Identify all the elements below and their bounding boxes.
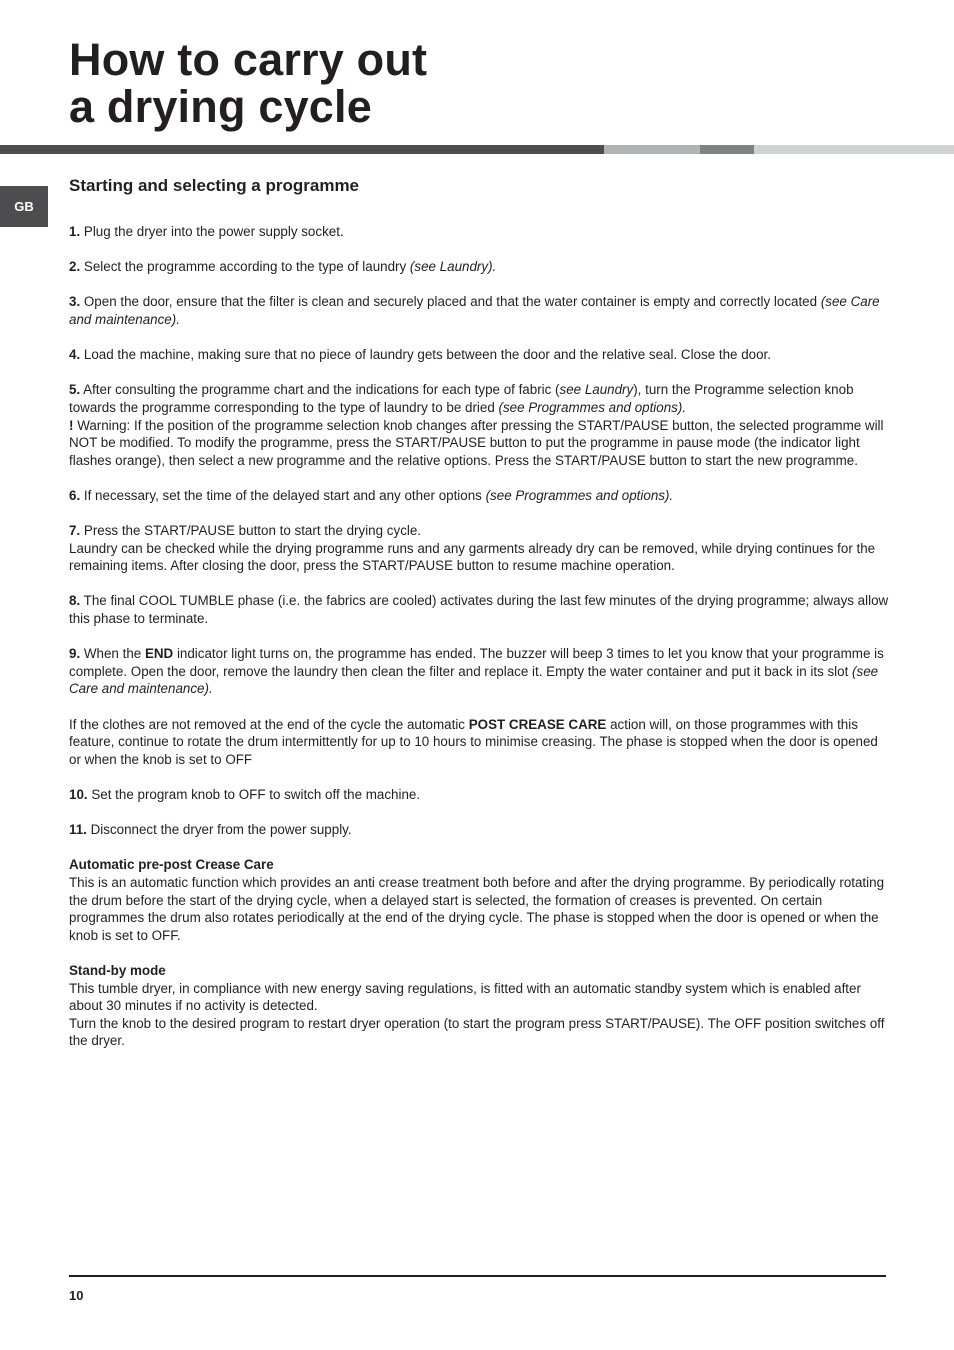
cross-reference: (see Care and maintenance). (69, 663, 879, 697)
step-number: 9. (69, 646, 81, 662)
warning-text: Warning: If the position of the programme selection knob changes after pressing the START/PAUSE button, the selected programme will NOT be modified. To modify the programme, press the START/PAUSE button to put the programme in pause mode (the indicator light flashes orange), then select a new programme and the relative options. Press the START/PAUSE button to start the new programme. (69, 417, 884, 468)
standby-body-restart: Turn the knob to the desired program to restart dryer operation (to start the program press START/PAUSE). The OFF position switches off the dryer. (69, 1015, 885, 1049)
step-text: Open the door, ensure that the filter is clean and securely placed and that the water container is empty and correctly located (80, 294, 821, 310)
cross-reference: (see Care and maintenance). (69, 294, 880, 327)
language-tab: GB (0, 186, 48, 227)
note-text: If the clothes are not removed at the end of the cycle the automatic (69, 716, 469, 732)
step-number: 7. (69, 523, 81, 539)
header-rule-light (754, 145, 954, 154)
step-4 (69, 346, 889, 364)
step-8 (69, 592, 889, 627)
step-5 (69, 381, 889, 416)
post-crease-label: POST CREASE CARE (468, 716, 607, 732)
step-text: Select the programme according to the type of laundry (80, 259, 410, 275)
post-crease-note (69, 716, 889, 769)
step-number: 5. (69, 382, 81, 398)
title-line-2: a drying cycle (69, 81, 372, 132)
step-3 (69, 293, 889, 328)
step-text: The final COOL TUMBLE phase (i.e. the fabrics are cooled) activates during the last few minutes of the drying programme; always allow this phase to terminate. (69, 593, 889, 627)
cross-reference: (see Programmes and options). (498, 399, 687, 415)
step-number: 4. (69, 347, 81, 363)
step-7-detail: Laundry can be checked while the drying programme runs and any garments already dry can be removed, while drying continues for the remaining items. After closing the door, press the START/PAUSE button to resume machine operation. (69, 540, 876, 574)
step-text: ), turn the Programme selection knob towards the programme corresponding to the type of laundry to be dried (69, 382, 854, 415)
step-number: 2. (69, 259, 81, 275)
warning-note (69, 417, 889, 470)
standby-heading: Stand-by mode (69, 962, 166, 978)
page-number: 10 (69, 1288, 84, 1303)
step-number: 6. (69, 487, 81, 503)
step-text: Press the START/PAUSE button to start the drying cycle. (80, 523, 422, 539)
crease-care-body: This is an automatic function which provides an anti crease treatment both before and after the drying programme. By periodically rotating the drum before the start of the drying cycle, when a delayed start is selected, the formation of creases is prevented. On certain programmes the drum also rotates periodically at the end of the drying cycle. The phase is stopped when the door is opened or when the knob is set to OFF. (69, 874, 885, 943)
page-title (69, 36, 427, 130)
instructions-body (69, 223, 889, 1050)
step-number: 1. (69, 224, 81, 239)
header-rule-accent (700, 145, 754, 154)
end-indicator-label: END (144, 646, 174, 662)
note-text: action will, on those programmes with this feature, continue to rotate the drum intermittently for up to 10 hours to minimise creasing. The phase is stopped when the door is opened or when the knob is set to OFF (69, 716, 878, 767)
step-text: Disconnect the dryer from the power supply. (86, 822, 352, 838)
step-number: 3. (69, 294, 81, 310)
step-number: 10. (69, 787, 88, 802)
cross-reference: see Laundry (559, 382, 634, 398)
step-text: Load the machine, making sure that no piece of laundry gets between the door and the relative seal. Close the door. (80, 347, 771, 363)
step-10 (69, 786, 889, 804)
step-text: indicator light turns on, the programme has ended. The buzzer will beep 3 times to let you know that your programme is complete. Open the door, remove the laundry then clean the filter and replace it. Empty the water container and put it back in its slot (69, 646, 884, 679)
warning-icon: ! (69, 417, 74, 433)
section-heading: Starting and selecting a programme (69, 176, 360, 195)
step-1 (69, 223, 889, 241)
step-6 (69, 487, 889, 505)
header-rule-mid (604, 145, 700, 154)
step-9 (69, 645, 889, 698)
crease-care-heading: Automatic pre-post Crease Care (69, 857, 274, 873)
step-text: Set the program knob to OFF to switch off the machine. (87, 787, 421, 802)
step-2 (69, 258, 889, 276)
step-text: If necessary, set the time of the delayed start and any other options (80, 487, 486, 503)
header-rule-dark (0, 145, 604, 154)
step-text: After consulting the programme chart and the indications for each type of fabric ( (80, 382, 560, 398)
footer-rule (69, 1275, 886, 1277)
cross-reference: (see Laundry). (409, 259, 497, 275)
step-11 (69, 821, 889, 839)
standby-body: This tumble dryer, in compliance with new energy saving regulations, is fitted with an automatic standby system which is enabled after about 30 minutes if no activity is detected. (69, 980, 861, 1014)
step-number: 8. (69, 593, 81, 609)
step-7 (69, 522, 889, 540)
title-line-1: How to carry out (69, 34, 428, 85)
cross-reference: (see Programmes and options). (485, 487, 674, 503)
step-text: When the (80, 646, 145, 662)
step-text: Plug the dryer into the power supply socket. (80, 224, 344, 239)
step-number: 11. (69, 822, 87, 838)
